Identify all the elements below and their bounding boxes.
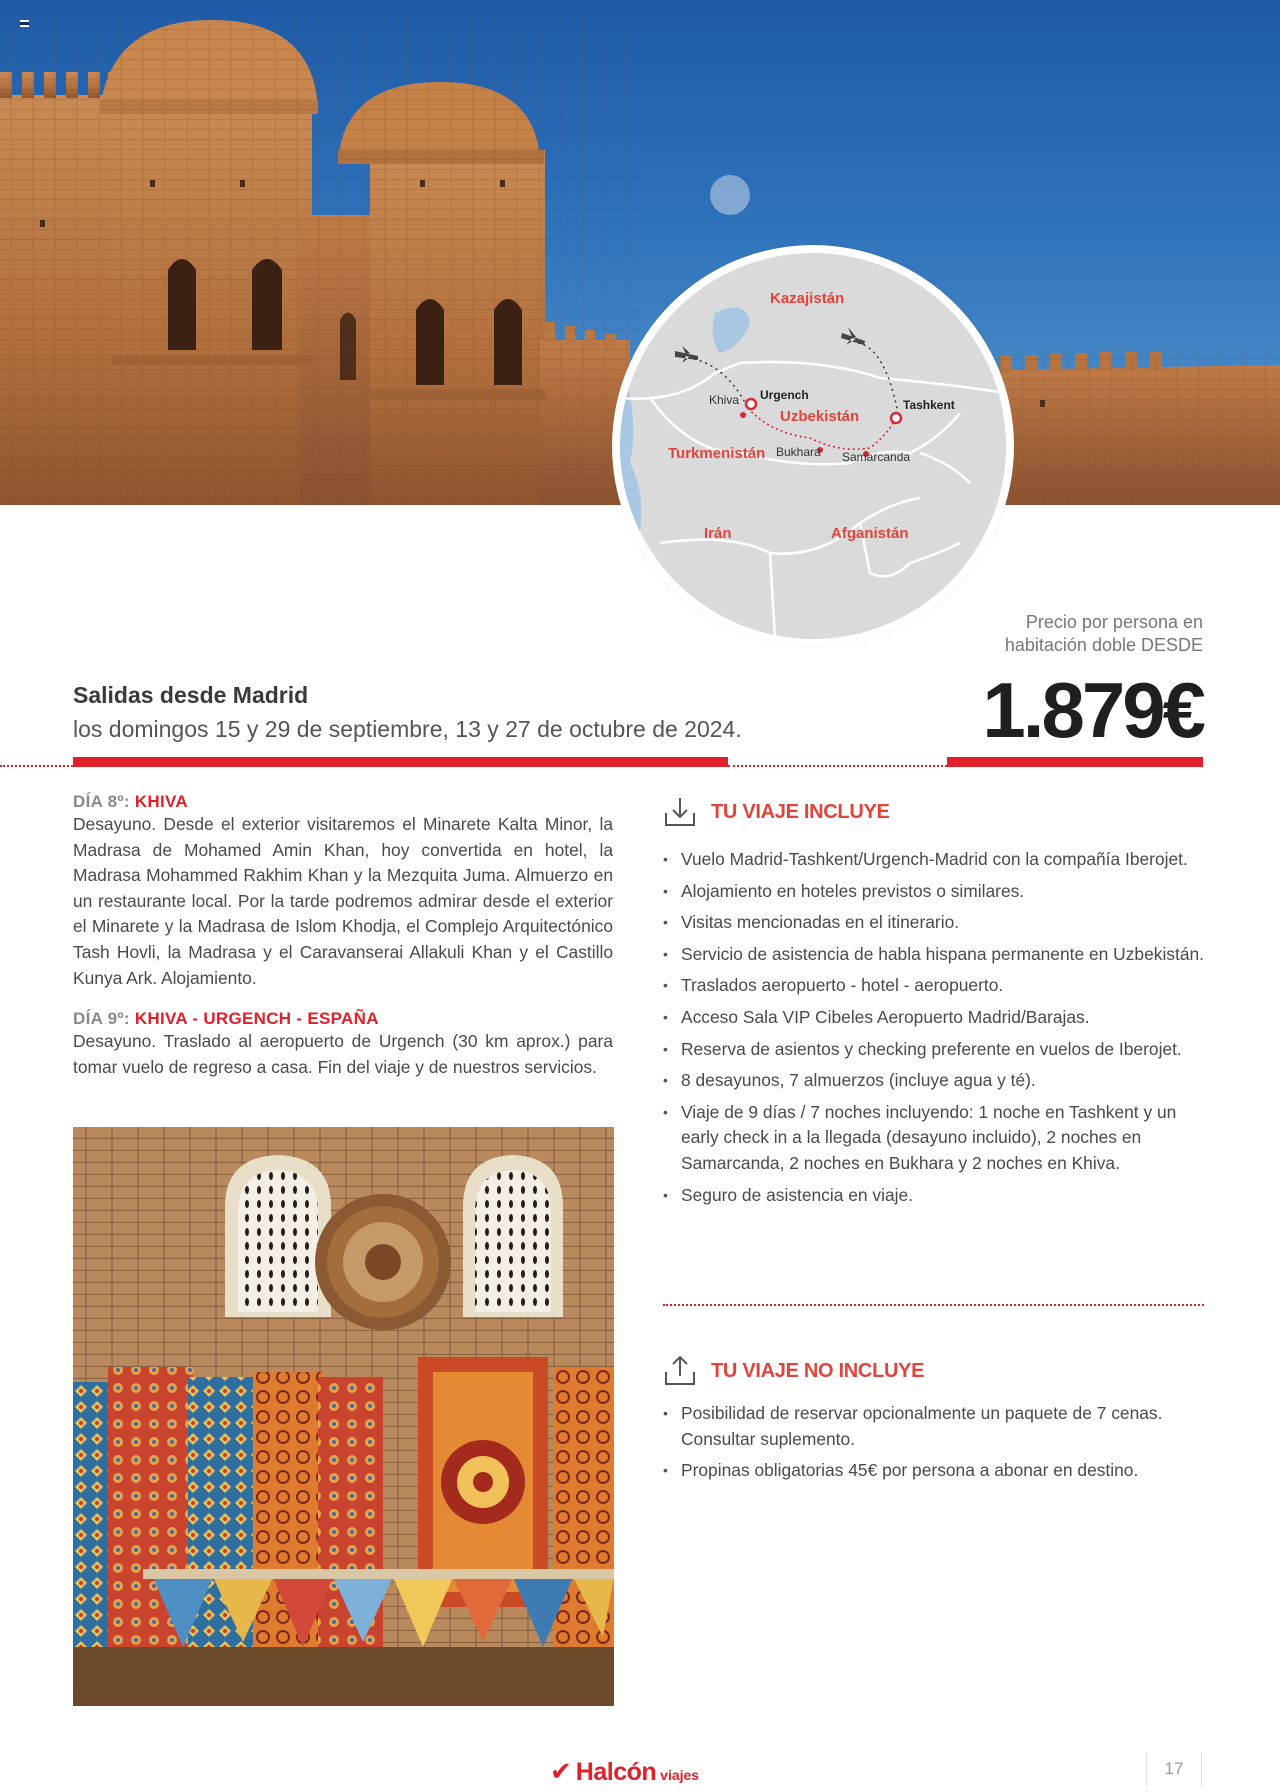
- departures-underline: [73, 757, 728, 767]
- map-label-turkmenistan: Turkmenistán: [668, 445, 766, 462]
- list-item: • Viaje de 9 días / 7 noches incluyendo: 1 noche en Tashkent y un early check in a la llegada (desayuno incluido), 2 noches en Samarcanda, 2 noches en Bukhara y 2 noches en Khiva.: [663, 1100, 1213, 1177]
- list-item: • Visitas mencionadas en el itinerario.: [663, 910, 1213, 936]
- list-item: • Vuelo Madrid-Tashkent/Urgench-Madrid con la compañía Iberojet.: [663, 847, 1213, 873]
- textiles-photo: [73, 1127, 614, 1706]
- map-label-kazajistan: Kazajistán: [770, 290, 845, 307]
- halcon-check-icon: ✔: [550, 1756, 572, 1786]
- halcon-logo: [550, 1756, 699, 1787]
- includes-header: [663, 795, 890, 829]
- list-item: • Alojamiento en hoteles previstos o similares.: [663, 879, 1213, 905]
- list-item: • Traslados aeropuerto - hotel - aeropuerto.: [663, 973, 1213, 999]
- page-number: 17: [1146, 1752, 1202, 1786]
- excludes-title: TU VIAJE NO INCLUYE: [711, 1359, 925, 1382]
- departures-title: Salidas desde Madrid: [73, 682, 309, 708]
- day-description: Desayuno. Traslado al aeropuerto de Urgench (30 km aprox.) para tomar vuelo de regreso a casa. Fin del viaje y de nuestros servicios.: [73, 1031, 613, 1077]
- map-city-khiva: Khiva: [709, 393, 740, 407]
- list-item: • 8 desayunos, 7 almuerzos (incluye agua y té).: [663, 1068, 1213, 1094]
- route-map: [612, 245, 1014, 647]
- itinerary: [73, 792, 613, 1080]
- divider-dots: [0, 765, 73, 767]
- textiles-illustration: [73, 1127, 614, 1706]
- list-item: • Servicio de asistencia de habla hispana permanente en Uzbekistán.: [663, 942, 1213, 968]
- price-note-line1: Precio por persona en: [1025, 612, 1203, 632]
- departures-dates: los domingos 15 y 29 de septiembre, 13 y 27 de octubre de 2024.: [73, 716, 742, 742]
- day-place: KHIVA - URGENCH - ESPAÑA: [134, 1009, 379, 1029]
- list-item: • Reserva de asientos y checking preferente en vuelos de Iberojet.: [663, 1037, 1213, 1063]
- excludes-header: [663, 1354, 924, 1388]
- map-city-bukhara: Bukhara: [776, 445, 821, 459]
- day-label: DÍA 9º:: [73, 1009, 135, 1029]
- map-label-iran: Irán: [704, 525, 732, 542]
- includes-title: TU VIAJE INCLUYE: [711, 800, 890, 823]
- price-amount: 1.879€: [982, 666, 1203, 754]
- upload-icon: [663, 1354, 697, 1388]
- price-underline: [947, 757, 1203, 767]
- itinerary-day-8: [73, 792, 613, 991]
- price-note: [943, 611, 1203, 657]
- itinerary-day-9: [73, 1009, 613, 1080]
- map-label-afganistan: Afganistán: [831, 525, 909, 542]
- map-city-tashkent: Tashkent: [903, 398, 955, 412]
- list-item: • Acceso Sala VIP Cibeles Aeropuerto Madrid/Barajas.: [663, 1005, 1213, 1031]
- day-heading: [73, 792, 613, 812]
- excludes-list: [663, 1401, 1213, 1490]
- divider-dots: [663, 1304, 1204, 1306]
- list-item: • Posibilidad de reservar opcionalmente un paquete de 7 cenas. Consultar suplemento.: [663, 1401, 1213, 1452]
- divider-dots: [728, 765, 947, 767]
- download-icon: [663, 795, 697, 829]
- day-place: KHIVA: [134, 792, 188, 811]
- includes-list: [663, 847, 1213, 1214]
- day-label: DÍA 8º:: [73, 792, 135, 811]
- map-city-urgench: Urgench: [760, 388, 809, 402]
- brand-sub: viajes: [660, 1767, 700, 1783]
- flag-icon: [20, 20, 29, 27]
- map-city-samarcanda: Samarcanda: [842, 450, 911, 464]
- list-item: • Propinas obligatorias 45€ por persona a abonar en destino.: [663, 1458, 1213, 1484]
- price-note-line2: habitación doble DESDE: [1004, 635, 1203, 655]
- route-map-inner: [620, 253, 1006, 639]
- list-item: • Seguro de asistencia en viaje.: [663, 1183, 1213, 1209]
- map-label-uzbekistan: Uzbekistán: [780, 408, 860, 425]
- day-description: Desayuno. Desde el exterior visitaremos el Minarete Kalta Minor, la Madrasa de Mohamed Amin Khan, hoy convertida en hotel, la Madrasa Mohammed Rakhim Khan y la Mezquita Juma. Almuerzo en un restaurante local. Por la tarde podremos admirar desde el exterior el Minarete y la Madrasa de Islom Khodja, el Complejo Arquitectónico Tash Hovli, la Madrasa y el Caravanserai Allakuli Khan y el Castillo Kunya Ark. Alojamiento.: [73, 814, 613, 988]
- brand-name: Halcón: [575, 1758, 657, 1786]
- day-heading: [73, 1009, 613, 1029]
